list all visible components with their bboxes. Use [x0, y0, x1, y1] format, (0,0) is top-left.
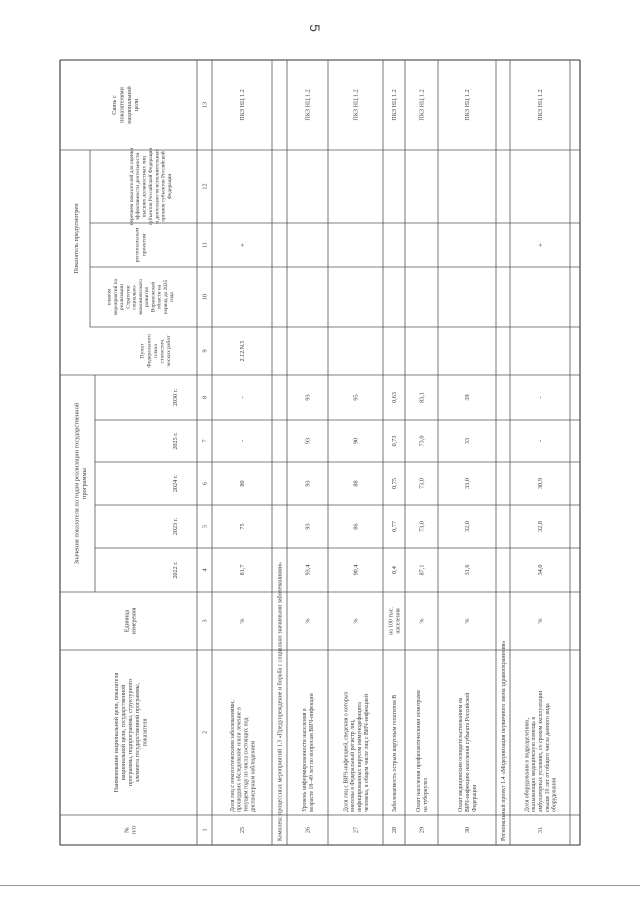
row-value: 93	[304, 437, 312, 445]
header-unit: измерения	[131, 607, 138, 635]
header-number: №	[124, 827, 131, 833]
header-unit: Единица	[124, 609, 131, 633]
row-goal-link: ПКЗ НЦ 1.2	[537, 89, 545, 121]
header-name: элемента государственной программы,	[135, 682, 142, 783]
row-name: на туберкулез	[422, 778, 429, 812]
row-value: 34,0	[537, 564, 545, 576]
header-number: п/п	[131, 825, 138, 835]
row-stat-plan: 2.12.N.5	[240, 340, 247, 362]
row-goal-link: ПКЗ НЦ 1.2	[239, 89, 247, 121]
row-value: -	[239, 439, 247, 443]
row-unit: %	[352, 618, 360, 624]
row-unit: на 100 тыс.	[388, 607, 395, 635]
header-plan-2035: Стратегии	[125, 285, 132, 309]
row-goal-link: ПКЗ НЦ 1.2	[418, 89, 426, 121]
row-value: 39	[464, 394, 472, 401]
row-value: 75	[239, 523, 247, 530]
column-number: 3	[201, 619, 209, 623]
header-stat-plan: ческих работ	[166, 335, 173, 367]
row-value: 90,4	[352, 564, 360, 576]
row-name: человека, в общем числе лиц с ВИЧ-инфекцией	[363, 694, 370, 812]
section-heading: Комплекс процессных мероприятий 1.3 «Предупреждение и борьба с социально значимыми заболеваниями»	[277, 562, 284, 841]
header-plan-2035: года	[169, 292, 176, 302]
row-value: 0,75	[391, 478, 399, 489]
header-list-indicators: и деятельности исполнительных	[154, 149, 161, 224]
row-number: 27	[352, 826, 360, 834]
header-values-group: Значения показателя по годам реализации государственной	[73, 402, 81, 565]
row-name: Доля лиц с ВИЧ-инфекцией, сведения о которых	[343, 691, 350, 812]
row-name: текущем году из числа состоящих под	[243, 717, 250, 812]
row-value: 80	[239, 480, 247, 487]
column-number: 7	[201, 439, 209, 443]
header-name: национальной цели, государственной	[121, 684, 128, 781]
header-plan-2035: реализации	[119, 284, 126, 310]
row-name: ВИЧ-инфекцию населения субъекта Российской	[465, 692, 472, 812]
header-plan-2035: мероприятий по	[112, 278, 119, 316]
header-stat-plan: статистич.	[159, 338, 166, 364]
header-values-group: программы	[81, 468, 89, 499]
header-link-to-goal: Связь с	[111, 95, 119, 115]
row-goal-link: ПКЗ НЦ 1.2	[464, 89, 472, 121]
column-number: 8	[201, 395, 209, 400]
header-list-indicators: эффективности деятельности	[135, 152, 142, 221]
row-name: Федерации	[471, 784, 478, 812]
row-value: 88	[352, 480, 360, 487]
header-year: 2022 г.	[172, 561, 180, 579]
row-number: 31	[537, 826, 545, 834]
row-name: оказывающих медицинскую помощь в	[531, 716, 538, 812]
header-regional-project: региональным	[134, 227, 141, 263]
header-link-to-goal: показателями	[118, 87, 126, 123]
row-goal-link: ПКЗ НЦ 1.2	[391, 89, 399, 121]
column-number: 10	[201, 293, 209, 301]
row-unit: %	[304, 618, 312, 624]
row-goal-link: ПКЗ НЦ 1.2	[352, 89, 360, 121]
row-value: 81,7	[239, 564, 247, 576]
row-value: 87,1	[418, 564, 426, 576]
row-unit: %	[418, 618, 426, 624]
header-link-to-goal: цели	[133, 98, 141, 112]
header-stat-plan: Пункт	[139, 343, 146, 359]
row-value: -	[537, 439, 545, 443]
row-number: 28	[391, 826, 399, 834]
row-value: 93	[304, 523, 312, 530]
header-list-indicators: Федерации	[167, 173, 174, 200]
column-number: 13	[201, 101, 209, 109]
header-name: показателя	[142, 718, 149, 747]
row-number: 30	[464, 826, 472, 834]
column-number: 5	[201, 524, 209, 529]
header-plan-2035: развития	[144, 286, 151, 308]
row-value: 95	[352, 394, 360, 401]
column-number: 9	[201, 349, 209, 353]
header-list-indicators: органов субъектов Российской	[160, 151, 167, 222]
row-value: 32,8	[537, 521, 545, 532]
header-year: 2023 г.	[172, 517, 180, 536]
row-name: Охват населения профилактическими осмотрами	[416, 690, 423, 812]
row-value: -	[239, 396, 247, 399]
row-value: 0,4	[391, 566, 399, 574]
row-regional-project: +	[536, 243, 545, 247]
row-name: инфицированных вирусом иммунодефицита	[356, 702, 363, 812]
column-number: 6	[201, 481, 209, 486]
row-name: Доля лиц с онкологическими заболеваниями,	[229, 700, 236, 812]
header-list-indicators: высших должностных лиц	[141, 156, 148, 217]
column-number: 4	[201, 568, 209, 572]
column-number: 1	[201, 828, 209, 832]
column-number: 2	[201, 730, 209, 735]
row-value: 93,4	[304, 564, 312, 576]
row-name: диспансерным наблюдением	[250, 740, 257, 812]
header-year: 2025 г.	[172, 432, 180, 450]
row-value: 90	[352, 437, 360, 445]
header-stat-plan: Федерального	[146, 334, 153, 368]
row-value: 0,77	[391, 521, 399, 532]
row-number: 26	[304, 826, 312, 834]
row-value: 33,0	[464, 478, 472, 489]
row-name: внесены в Федеральный регистр лиц,	[350, 719, 357, 812]
row-regional-project: +	[238, 243, 247, 247]
header-prereq-group: Показатель предусмотрен	[73, 203, 81, 274]
row-name: прошедших обследование и/или лечение в	[236, 707, 243, 812]
row-name: Охват медицинским освидетельствованием на	[458, 697, 465, 812]
page-number: 5	[306, 24, 323, 32]
row-unit: %	[239, 618, 247, 624]
row-name: Заболеваемость острым вирусным гепатитом В	[392, 694, 399, 812]
row-value: 73,0	[418, 521, 426, 532]
row-value: 32,0	[464, 521, 472, 532]
header-plan-2035: планом	[106, 288, 113, 306]
header-year: 2030 г.	[172, 388, 180, 407]
row-name: амбулаторных условиях, со сроком эксплуатации	[538, 690, 545, 812]
header-name: программы, подпрограммы, структурного	[128, 678, 135, 787]
row-number: 29	[418, 826, 426, 834]
header-year: 2024 г.	[172, 474, 180, 493]
row-value: 73,0	[418, 435, 426, 447]
row-number: 25	[239, 826, 247, 834]
header-regional-project: проектом	[141, 233, 148, 257]
rotated-table	[60, 60, 580, 845]
header-name: Наименование национальной цели, показателя	[113, 672, 120, 793]
column-number: 11	[201, 242, 209, 248]
row-unit: населения	[395, 608, 402, 634]
row-name: свыше 10 лет от общего числа данного вида	[544, 703, 551, 812]
row-name: возрасте 18–49 лет по вопросам ВИЧ-инфекции	[308, 693, 315, 812]
header-stat-plan: плана	[152, 344, 159, 358]
row-name: Доля оборудования в подразделениях,	[524, 717, 531, 812]
row-name: Уровень информированности населения в	[302, 708, 309, 812]
row-value: 0,63	[391, 392, 399, 403]
row-goal-link: ПКЗ НЦ 1.2	[304, 89, 312, 121]
header-link-to-goal: национальной	[125, 86, 133, 124]
row-value: 0,73	[391, 435, 399, 447]
row-value: 73,0	[418, 478, 426, 489]
row-value: -	[537, 396, 545, 399]
row-value: 83,1	[418, 392, 426, 403]
section-heading: Региональный проект 1.4 «Модернизация первичного звена здравоохранения»	[501, 640, 508, 841]
header-plan-2035: период до 2035	[162, 279, 169, 315]
row-value: 31,6	[464, 564, 472, 576]
row-unit: %	[464, 618, 472, 624]
row-value: 93	[304, 394, 312, 401]
header-plan-2035: экономического	[137, 279, 144, 315]
row-value: 86	[352, 523, 360, 530]
row-value: 93	[304, 480, 312, 487]
header-plan-2035: области на	[156, 284, 163, 310]
row-value: 33	[464, 437, 472, 445]
header-plan-2035: социально-	[131, 284, 138, 310]
row-unit: %	[537, 618, 545, 624]
column-number: 12	[201, 183, 209, 190]
row-name: оборудования	[551, 777, 558, 812]
header-list-indicators: перечнем показателей для оценки	[128, 147, 135, 226]
header-plan-2035: Воронежской	[150, 281, 157, 313]
row-value: 30,9	[537, 478, 545, 489]
scan-edge-line	[0, 885, 640, 886]
header-list-indicators: субъектов Российской Федерации	[147, 147, 154, 226]
